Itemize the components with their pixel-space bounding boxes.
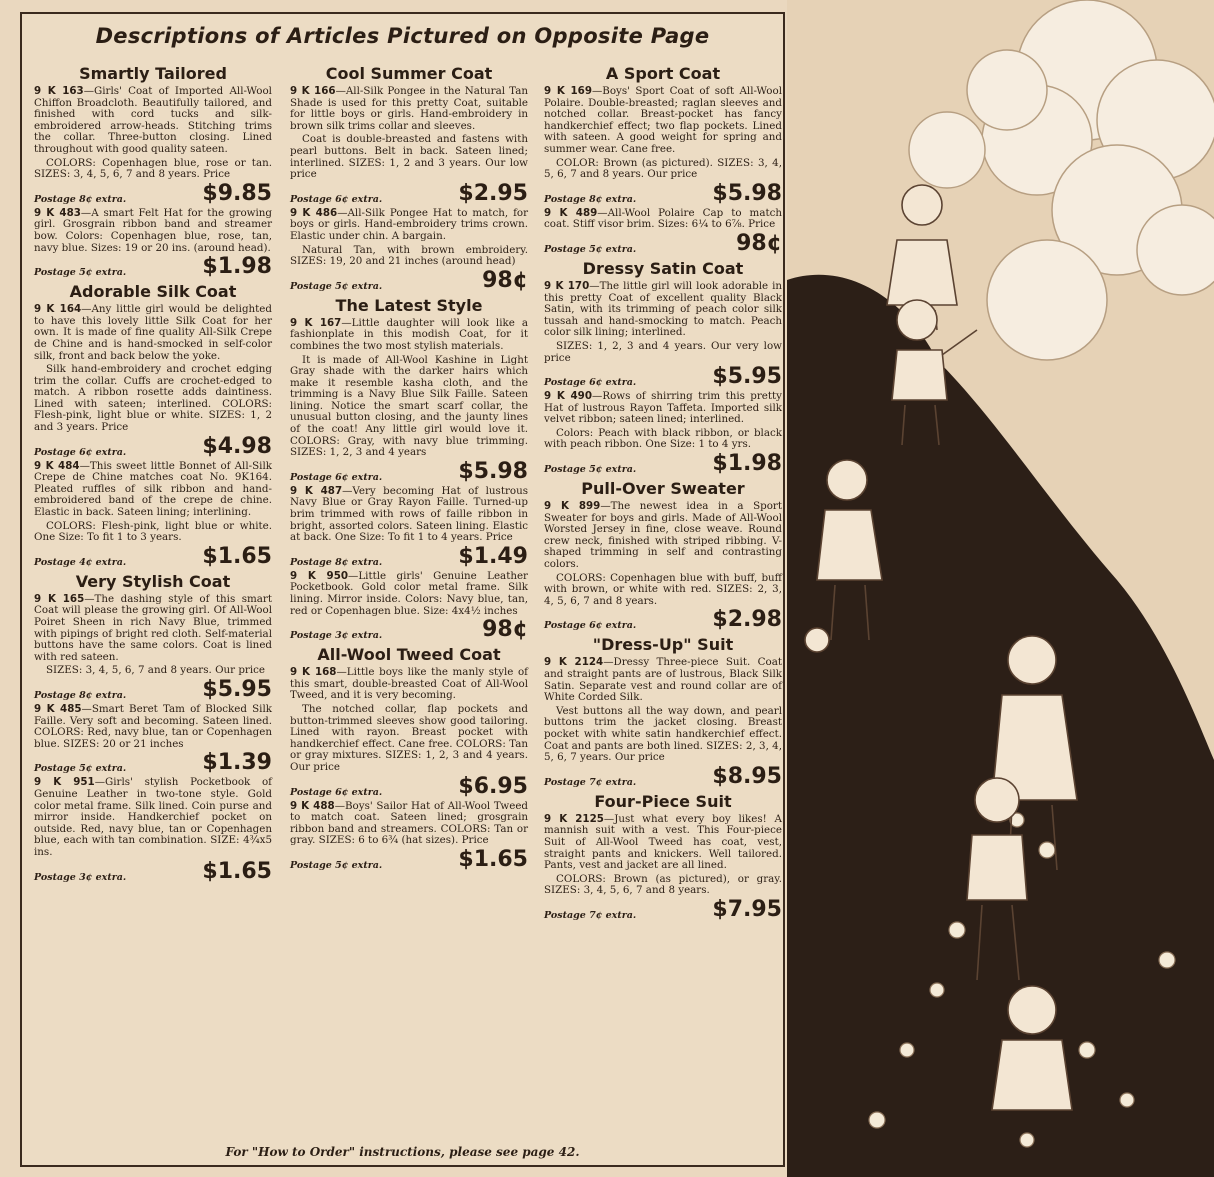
item-code: 9 K 165 [34, 592, 85, 605]
item-text: —Just what every boy likes! A mannish suit with a vest. This Four-piece Suit of All-Wool Tweed has coat, vest, straight pants and knickers. Well tailored. Pants, vest and jacket are all lined. [544, 812, 782, 872]
price-line [544, 453, 782, 475]
postage-note: Postage 5¢ extra. [290, 859, 383, 871]
postage-note: Postage 5¢ extra. [34, 267, 127, 279]
section-heading: Cool Summer Coat [325, 64, 493, 83]
item-code: 9 K 490 [544, 390, 593, 403]
section-heading: A Sport Coat [605, 64, 721, 83]
price: $1.98 [202, 254, 272, 280]
item-code: 9 K 169 [544, 85, 592, 97]
item-text: —Girls' Coat of Imported All-Wool Chiffon Broadcloth. Beautifully tailored, and finished with cord tucks and silk-embroidered arrow-heads. Stitching trims the collar. Three-button closing. Lined throughout with good quality sateen. [34, 85, 272, 155]
item-code: 9 K 164 [34, 303, 82, 316]
item-details: COLOR: Brown (as pictured). SIZES: 3, 4, 5, 6, 7 and 8 years. Our price [544, 156, 782, 181]
price: $8.95 [712, 763, 782, 789]
item-code: 9 K 950 [290, 569, 349, 582]
item-code: 9 K 487 [290, 484, 343, 497]
price-line [544, 763, 782, 789]
item-description [290, 86, 528, 132]
price-line [290, 846, 528, 872]
item-details: COLORS: Copenhagen blue, rose or tan. SIZES: 3, 4, 5, 6, 7 and 8 years. Price [34, 156, 272, 181]
order-instructions-note: For "How to Order" instructions, please see page 42. [225, 1145, 580, 1159]
price: $4.98 [202, 433, 272, 459]
item-details: SIZES: 3, 4, 5, 6, 7 and 8 years. Our price [46, 664, 265, 677]
item-description [34, 594, 272, 664]
price-line [544, 230, 782, 256]
price: $7.95 [712, 896, 782, 922]
item-details: It is made of All-Wool Kashine in Light Gray shade with the darker hairs which make it resemble kasha cloth, and the trimming is a Navy Blue Silk Faille. Sateen lining. Notice the smart scarf collar, the unusual button closing, and the jaunty lines of the coat! Any little girl would love it. COLORS: Gray, with navy blue trimming. SIZES: 1, 2, 3 and 4 years [290, 353, 528, 459]
item-description [544, 208, 782, 231]
item-code: 9 K 168 [290, 666, 337, 679]
product-section [34, 282, 272, 568]
price-line [290, 267, 528, 293]
section-heading: Four-Piece Suit [594, 791, 732, 811]
item-code: 9 K 163 [34, 85, 84, 97]
item-description [544, 86, 782, 156]
item-details: Colors: Peach with black ribbon, or black with peach ribbon. One Size: 1 to 4 yrs. [544, 426, 782, 451]
item-description [544, 391, 782, 426]
price: $1.65 [202, 858, 272, 884]
item-description [34, 208, 272, 254]
price-line [34, 543, 272, 569]
price-line [34, 752, 272, 774]
item-text: —Boys' Sailor Hat of All-Wool Tweed to match coat. Sateen lined; grosgrain ribbon band and streamers. COLORS: Tan or gray. SIZES: 6 to 6¾ (hat sizes). Price [290, 799, 528, 847]
item-description [544, 814, 782, 872]
section-heading: Dressy Satin Coat [582, 258, 744, 278]
item-description [34, 304, 272, 362]
price: 98¢ [482, 267, 528, 293]
price-line [34, 676, 272, 702]
item-text: —This sweet little Bonnet of All-Silk Crepe de Chine matches coat No. 9K164. Pleated ruffles of silk ribbon and hand-embroidered band of the crepe de chine. Elastic in back. Sateen lining; interlining. [34, 459, 272, 519]
price-line [544, 366, 782, 388]
section-heading: Adorable Silk Coat [69, 282, 237, 302]
price: $1.98 [712, 451, 782, 477]
section-heading: Smartly Tailored [79, 64, 227, 83]
column-2 [290, 60, 528, 875]
postage-note: Postage 6¢ extra. [290, 193, 383, 205]
price-line [34, 433, 272, 459]
item-text: —All-Silk Pongee in the Natural Tan Shade is used for this pretty Coat, suitable for little boys or girls. Hand-embroidery in brown silk trims collar and sleeves. [290, 85, 528, 132]
item-text: —The dashing style of this smart Coat will please the growing girl. Of All-Wool Poiret Sheen in rich Navy Blue, trimmed with pipings of bright red cloth. Self-material buttons have the same colors. Coat is lined with red sateen. [34, 592, 272, 663]
postage-note: Postage 3¢ extra. [290, 630, 383, 642]
price: $1.39 [202, 750, 272, 776]
item-description [544, 281, 782, 339]
item-code: 9 K 166 [290, 85, 336, 97]
item-code: 9 K 2124 [544, 656, 604, 669]
item-code: 9 K 486 [290, 206, 338, 219]
price: $6.95 [458, 773, 528, 799]
column-1 [34, 60, 272, 887]
price-line [290, 619, 528, 641]
postage-note: Postage 6¢ extra. [544, 377, 637, 389]
descriptions-panel [20, 12, 785, 1167]
children-illustration [787, 0, 1214, 1177]
section-heading: All-Wool Tweed Coat [317, 645, 501, 665]
item-description [290, 318, 528, 353]
price: $2.95 [458, 180, 528, 206]
item-text: —Smart Beret Tam of Blocked Silk Faille. Very soft and becoming. Sateen lined. COLORS: Red, navy blue, tan or Copenhagen blue. SIZES: 20 or 21 inches [34, 702, 272, 750]
item-text: —The newest idea in a Sport Sweater for boys and girls. Made of All-Wool Worsted Jersey in fine, close weave. Round crew neck, finished with striped ribbing. V-shaped trimming in self and contrasting colors. [544, 500, 782, 571]
price: $9.85 [202, 180, 272, 206]
item-details: Natural Tan, with brown embroidery. SIZES: 19, 20 and 21 inches (around head) [290, 243, 528, 268]
item-description [290, 801, 528, 847]
item-code: 9 K 899 [544, 500, 601, 513]
item-details: COLORS: Brown (as pictured), or gray. SIZES: 3, 4, 5, 6, 7 and 8 years. [544, 872, 782, 897]
postage-note: Postage 5¢ extra. [34, 763, 127, 775]
postage-note: Postage 5¢ extra. [290, 280, 383, 292]
price-line [544, 609, 782, 631]
item-details: COLORS: Copenhagen blue with buff, buff with brown, or white with red. SIZES: 2, 3, 4, 5, 6, 7 and 8 years. [544, 571, 782, 607]
item-description [290, 667, 528, 702]
product-section [290, 645, 528, 871]
product-section [544, 64, 782, 255]
item-description [544, 501, 782, 571]
item-details: COLORS: Flesh-pink, light blue or white. One Size: To fit 1 to 3 years. [34, 519, 272, 544]
product-section [544, 259, 782, 475]
item-description [34, 461, 272, 519]
price: $1.49 [458, 543, 528, 569]
item-text: —Dressy Three-piece Suit. Coat and straight pants are of lustrous, Black Silk Satin. Separate vest and round collar are of White Corded Silk. [544, 656, 782, 704]
postage-note: Postage 8¢ extra. [544, 193, 637, 205]
product-section [34, 572, 272, 883]
item-text: —A smart Felt Hat for the growing girl. Grosgrain ribbon band and streamer bow. Colors: Copenhagen blue, rose, tan, navy blue. Sizes: 19 or 20 ins. (around head). [34, 206, 272, 254]
item-details: Coat is double-breasted and fastens with pearl buttons. Belt in back. Sateen lined; interlined. SIZES: 1, 2 and 3 years. Our low price [290, 133, 528, 181]
postage-note: Postage 6¢ extra. [34, 446, 127, 458]
item-text: —Any little girl would be delighted to have this lovely little Silk Coat for her own. It is made of fine quality All-Silk Crepe de Chine and is hand-smocked in self-color silk, front and back below the yoke. [34, 303, 272, 362]
price: $1.65 [202, 543, 272, 569]
postage-note: Postage 7¢ extra. [544, 776, 637, 788]
item-description [34, 704, 272, 750]
item-text: —Girls' stylish Pocketbook of Genuine Leather in two-tone style. Gold color metal frame. Silk lined. Coin purse and mirror inside. Handkerchief pocket on outside. Red, navy blue, tan or Copenhagen blue, each with tan combination. SIZE: 4¾x5 ins. [34, 776, 272, 858]
item-text: —All-Wool Polaire Cap to match coat. Stiff visor brim. Sizes: 6¼ to 6⅞. Price [544, 206, 782, 231]
item-details: The notched collar, flap pockets and button-trimmed sleeves show good tailoring. Lined with rayon. Breast pocket with handkerchief effect. Cane free. COLORS: Tan or gray mixtures. SIZES: 1, 2, 3 and 4 years. Our price [290, 702, 528, 773]
postage-note: Postage 6¢ extra. [290, 786, 383, 798]
section-heading: "Dress-Up" Suit [592, 635, 734, 655]
price-line [544, 896, 782, 922]
item-details: Vest buttons all the way down, and pearl buttons trim the jacket closing. Breast pocket with white satin handkerchief effect. Coat and pants are both lined. SIZES: 2, 3, 4, 5, 6, 7 years. Our price [544, 704, 782, 764]
price: 98¢ [482, 617, 528, 643]
price: $5.98 [458, 458, 528, 484]
item-text: —Rows of shirring trim this pretty Hat of lustrous Rayon Taffeta. Imported silk velvet ribbon; sateen lined; interlined. [544, 390, 782, 426]
column-3 [544, 60, 782, 925]
item-code: 9 K 951 [34, 776, 95, 789]
price: $1.65 [458, 846, 528, 872]
item-code: 9 K 483 [34, 206, 81, 219]
postage-note: Postage 6¢ extra. [544, 620, 637, 632]
item-code: 9 K 488 [290, 799, 335, 812]
section-heading: The Latest Style [335, 295, 483, 315]
item-details: SIZES: 1, 2, 3 and 4 years. Our very low price [544, 339, 782, 364]
page-title: Descriptions of Articles Pictured on Opposite Page [95, 24, 710, 48]
postage-note: Postage 3¢ extra. [34, 871, 127, 883]
item-text: —Very becoming Hat of lustrous Navy Blue or Gray Rayon Faille. Turned-up brim trimmed with rows of faille ribbon in bright, assorted colors. Sateen lining. Elastic at back. One Size: To fit 1 to 4 years. Price [290, 484, 528, 544]
item-description [34, 777, 272, 858]
item-code: 9 K 485 [34, 702, 82, 715]
item-text: —Boys' Sport Coat of soft All-Wool Polaire. Double-breasted; raglan sleeves and notched collar. Breast-pocket has fancy handkerchief effect; two flap pockets. Lined with sateen. A good weight for spring and summer wear. Cane free. [544, 85, 782, 155]
item-description [290, 486, 528, 544]
item-details: Silk hand-embroidery and crochet edging trim the collar. Cuffs are crochet-edged to match. A ribbon rosette adds daintiness. Lined with sateen; interlined. COLORS: Flesh-pink, light blue or white. SIZES: 1, 2 and 3 years. Price [34, 363, 272, 434]
item-text: —All-Silk Pongee Hat to match, for boys or girls. Hand-embroidery trims crown. Elastic under chin. A bargain. [290, 206, 529, 242]
item-code: 9 K 484 [34, 459, 80, 472]
price-line [544, 180, 782, 206]
price: $5.95 [712, 364, 782, 390]
postage-note: Postage 8¢ extra. [290, 556, 383, 568]
postage-note: Postage 8¢ extra. [34, 193, 127, 205]
product-section [290, 64, 528, 292]
item-description [34, 86, 272, 156]
item-description [544, 657, 782, 703]
product-section [290, 296, 528, 641]
item-text: —The little girl will look adorable in this pretty Coat of excellent quality Black Satin, with its trimming of peach color silk tussah and hand-smocking to match. Peach color silk lining; interlined. [544, 279, 782, 339]
item-code: 9 K 167 [290, 316, 342, 329]
product-section [544, 479, 782, 631]
product-section [34, 64, 272, 278]
item-code: 9 K 170 [544, 279, 590, 292]
price-line [34, 858, 272, 884]
postage-note: Postage 8¢ extra. [34, 689, 127, 701]
price: $5.98 [712, 180, 782, 206]
price-line [34, 180, 272, 206]
postage-note: Postage 7¢ extra. [544, 909, 637, 921]
postage-note: Postage 6¢ extra. [290, 471, 383, 483]
product-section [544, 792, 782, 921]
price-line [290, 458, 528, 484]
price: $5.95 [202, 676, 272, 702]
item-description [290, 571, 528, 617]
section-heading: Very Stylish Coat [75, 571, 231, 591]
item-text: —Little boys like the manly style of this smart, double-breasted Coat of All-Wool Tweed, and it is very becoming. [290, 666, 528, 702]
item-text: —Little daughter will look like a fashionplate in this modish Coat, for it combines the two most stylish materials. [290, 316, 528, 352]
item-description [290, 208, 528, 243]
item-code: 9 K 2125 [544, 812, 604, 825]
price: 98¢ [736, 230, 782, 256]
price: $2.98 [712, 607, 782, 633]
postage-note: Postage 5¢ extra. [544, 464, 637, 476]
postage-note: Postage 4¢ extra. [34, 556, 127, 568]
section-heading: Pull-Over Sweater [581, 479, 745, 499]
product-section [544, 635, 782, 787]
item-text: —Little girls' Genuine Leather Pocketbook. Gold color metal frame. Silk lining. Mirror inside. Colors: Navy blue, tan, red or Copenhagen blue. Size: 4x4½ inches [290, 569, 528, 617]
price-line [34, 256, 272, 278]
price-line [290, 180, 528, 206]
postage-note: Postage 5¢ extra. [544, 243, 637, 255]
item-code: 9 K 489 [544, 206, 598, 219]
price-line [290, 773, 528, 799]
price-line [290, 543, 528, 569]
